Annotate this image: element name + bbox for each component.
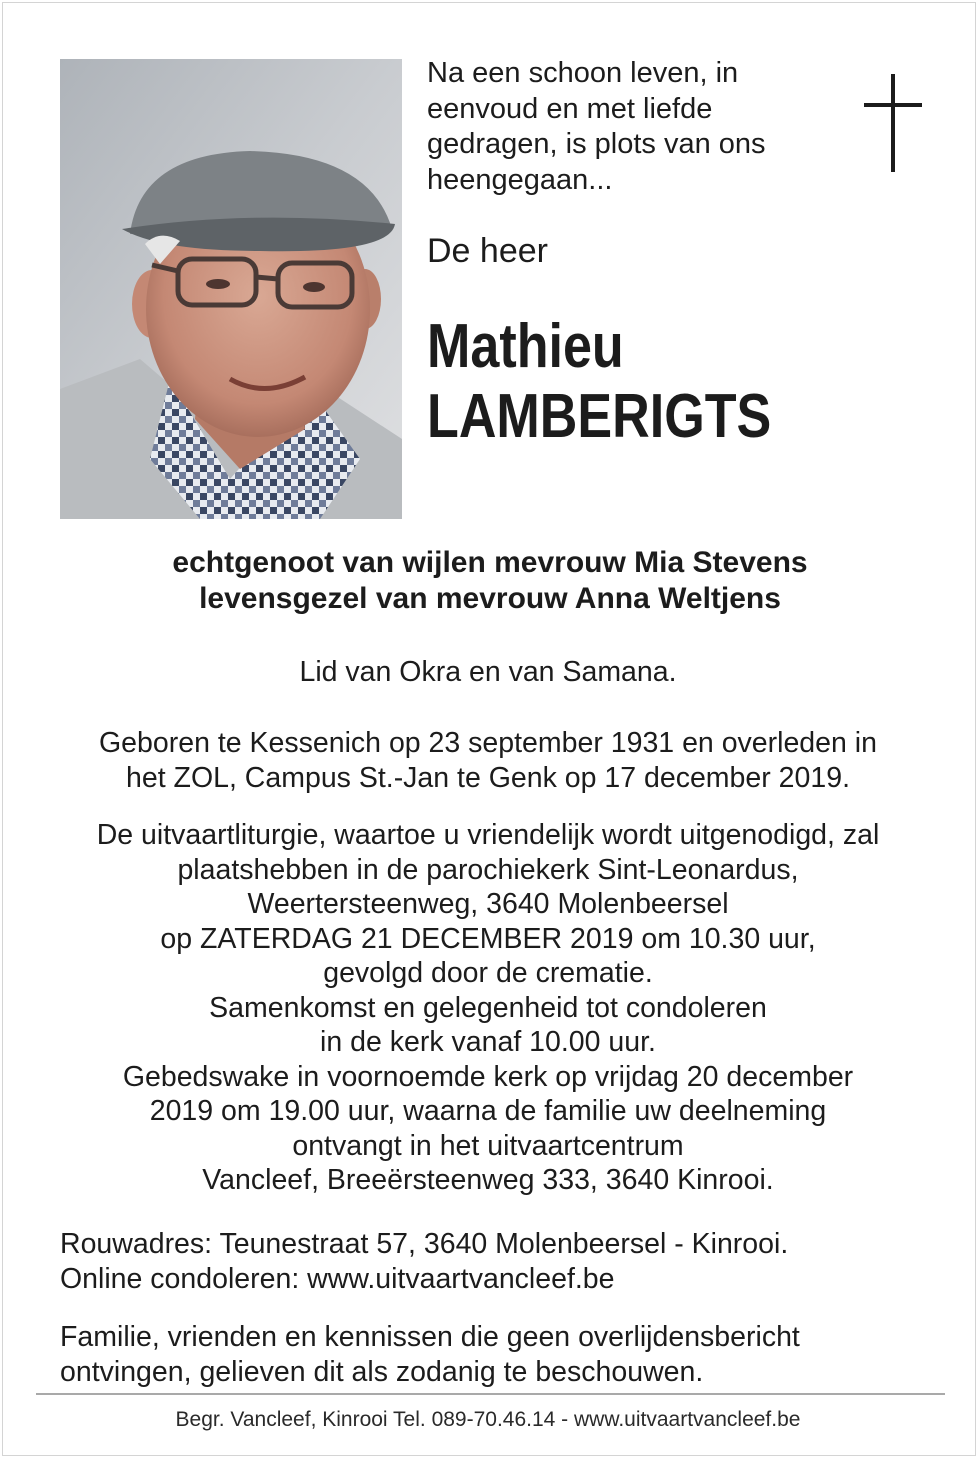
birth-death-line: het ZOL, Campus St.-Jan te Genk op 17 december 2019. xyxy=(126,761,850,794)
funeral-line: Vancleef, Breeërsteenweg 333, 3640 Kinrooi. xyxy=(202,1164,774,1196)
intro-line: Na een schoon leven, in xyxy=(427,57,739,89)
intro-line: gedragen, is plots van ons xyxy=(427,128,766,160)
funeral-line: Samenkomst en gelegenheid tot condoleren xyxy=(209,991,767,1024)
funeral-line: Weertersteenweg, 3640 Molenbeersel xyxy=(247,888,729,920)
birth-death-line: Geboren te Kessenich op 23 september 1931 en overleden in xyxy=(99,727,877,759)
deceased-name xyxy=(427,312,771,452)
funeral-line: ontvangt in het uitvaartcentrum xyxy=(292,1129,684,1162)
first-name: Mathieu xyxy=(427,312,624,381)
funeral-line: in de kerk vanaf 10.00 uur. xyxy=(320,1026,656,1058)
notice-line: Familie, vrienden en kennissen die geen overlijdensbericht xyxy=(60,1321,800,1353)
funeral-line: Gebedswake in voornoemde kerk op vrijdag 20 december xyxy=(122,1060,854,1093)
last-name: LAMBERIGTS xyxy=(427,382,772,451)
membership-text: Lid van Okra en van Samana. xyxy=(299,656,677,688)
portrait-photo xyxy=(60,59,402,519)
birth-death-info xyxy=(0,726,976,795)
funeral-line: op ZATERDAG 21 DECEMBER 2019 om 10.30 uur, xyxy=(160,922,816,955)
divider xyxy=(36,1393,945,1395)
intro-text xyxy=(427,56,847,198)
notice-line: ontvingen, gelieven dit als zodanig te beschouwen. xyxy=(60,1355,704,1388)
funeral-line: De uitvaartliturgie, waartoe u vriendelijk wordt uitgenodigd, zal xyxy=(96,819,880,851)
funeral-line: gevolgd door de crematie. xyxy=(323,957,653,989)
relation-line: echtgenoot van wijlen mevrouw Mia Stevens xyxy=(172,546,808,579)
funeral-info xyxy=(0,818,976,1198)
notice xyxy=(60,1320,800,1389)
funeral-line: 2019 om 19.00 uur, waarna de familie uw deelneming xyxy=(149,1095,827,1127)
intro-line: heengegaan... xyxy=(427,163,613,196)
online-condolence: Online condoleren: www.uitvaartvancleef.be xyxy=(60,1262,615,1295)
funeral-line: plaatshebben in de parochiekerk Sint-Leonardus, xyxy=(177,853,799,886)
footer-credits: Begr. Vancleef, Kinrooi Tel. 089-70.46.14 - www.uitvaartvancleef.be xyxy=(175,1408,801,1431)
membership xyxy=(0,655,976,690)
cross-icon xyxy=(864,74,922,172)
addresses xyxy=(60,1227,788,1296)
mourning-address: Rouwadres: Teunestraat 57, 3640 Molenbeersel - Kinrooi. xyxy=(60,1228,789,1260)
salutation: De heer xyxy=(427,232,548,270)
intro-line: eenvoud en met liefde xyxy=(427,92,713,125)
relations xyxy=(0,545,980,617)
relation-line: levensgezel van mevrouw Anna Weltjens xyxy=(199,582,781,615)
